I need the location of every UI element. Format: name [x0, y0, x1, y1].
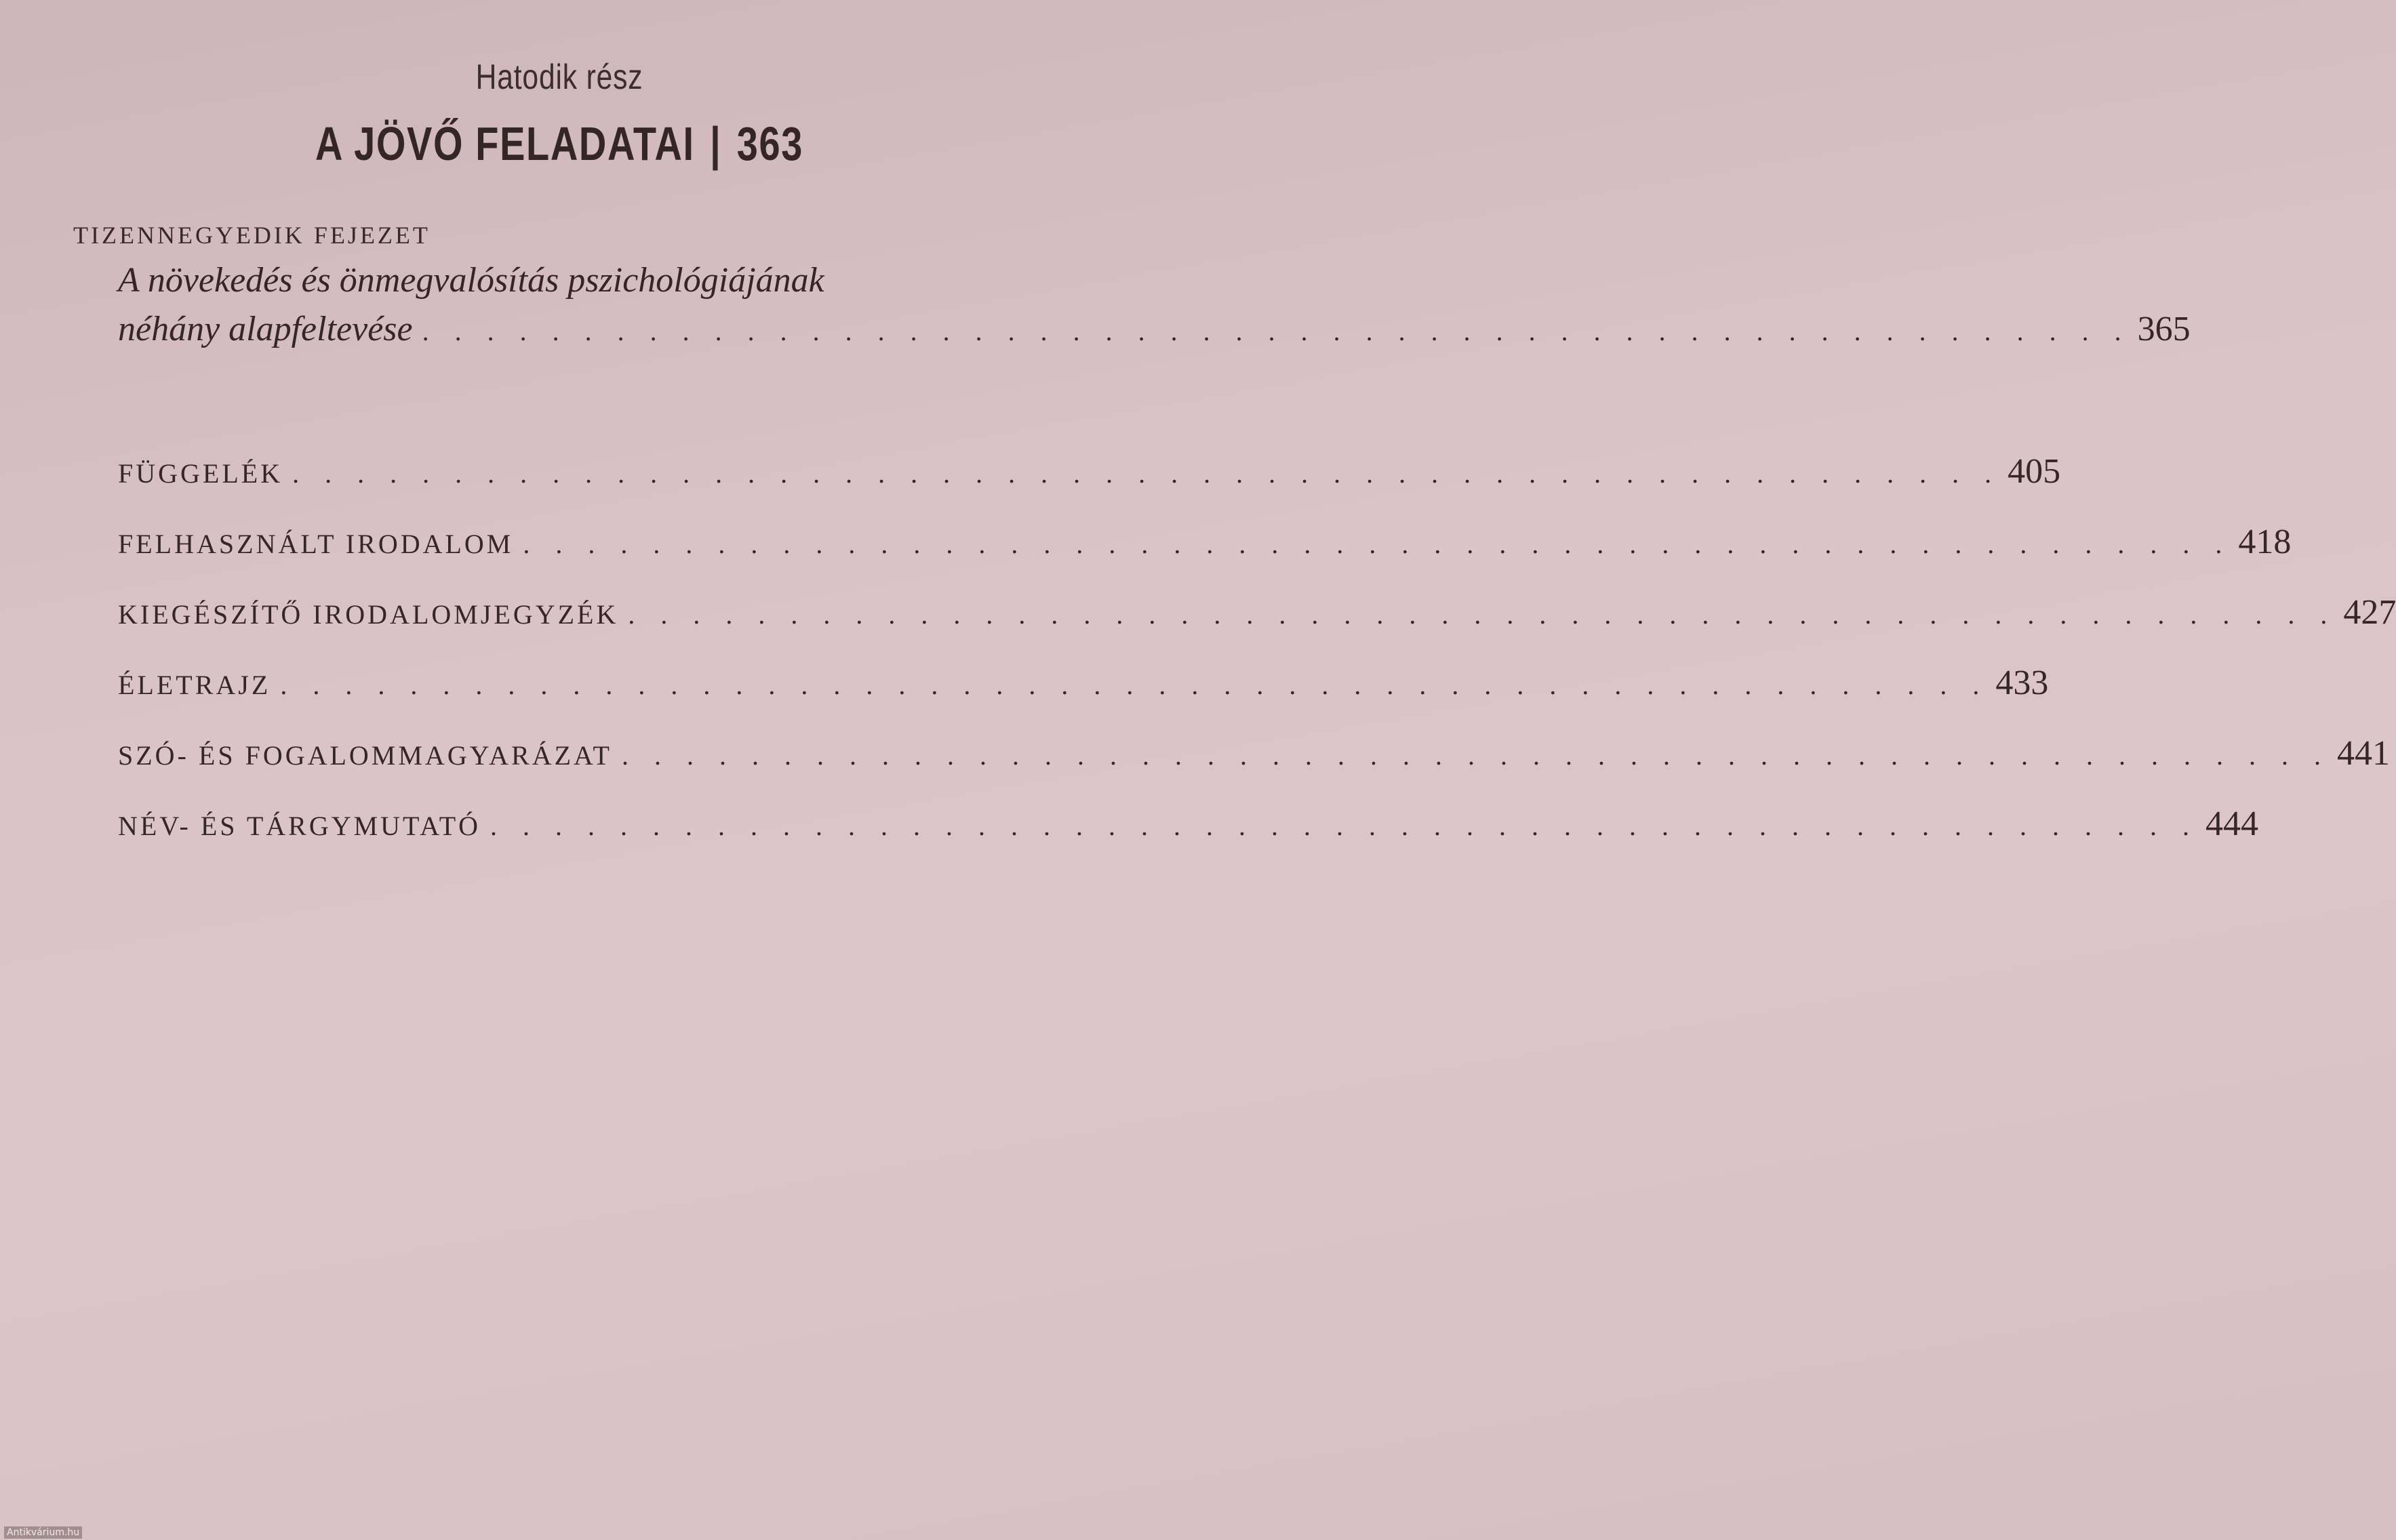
- toc-entry-title: NÉV- ÉS TÁRGYMUTATÓ: [118, 811, 481, 841]
- dot-leader: . . . . . . . . . . . . . . . . . . . . . . . . . . . . . . . . . . . . . . . . . . . . . . . . . . . . .: [621, 740, 2330, 771]
- dot-leader: . . . . . . . . . . . . . . . . . . . . . . . . . . . . . . . . . . . . . . . . . . . . . . . . . . . . .: [280, 670, 1989, 700]
- toc-entry-page: 418: [2238, 523, 2292, 561]
- part-title-text: A JÖVŐ FELADATAI: [315, 117, 695, 170]
- toc-entry-page: 441: [2336, 734, 2390, 773]
- chapter-title-line1: A növekedés és önmegvalósítás pszichológiájának: [118, 261, 824, 300]
- toc-entry-title: FELHASZNÁLT IRODALOM: [118, 529, 514, 559]
- toc-row: [118, 733, 2390, 773]
- chapter-page-number: 365: [2137, 310, 2191, 348]
- part-label: Hatodik rész: [475, 58, 643, 97]
- dot-leader: . . . . . . . . . . . . . . . . . . . . . . . . . . . . . . . . . . . . . . . . . . . . . . . . . . . . .: [422, 316, 2131, 346]
- toc-entry-title: SZÓ- ÉS FOGALOMMAGYARÁZAT: [118, 740, 612, 771]
- chapter-label: TIZENNEGYEDIK FEJEZET: [73, 222, 431, 249]
- dot-leader: . . . . . . . . . . . . . . . . . . . . . . . . . . . . . . . . . . . . . . . . . . . . . . . . . . . . .: [490, 811, 2199, 841]
- toc-entry-title: FÜGGELÉK: [118, 458, 283, 489]
- dot-leader: . . . . . . . . . . . . . . . . . . . . . . . . . . . . . . . . . . . . . . . . . . . . . . . . . . . . .: [292, 458, 2001, 489]
- dot-leader: . . . . . . . . . . . . . . . . . . . . . . . . . . . . . . . . . . . . . . . . . . . . . . . . . . . . .: [523, 529, 2232, 559]
- toc-row: [118, 663, 2049, 703]
- toc-entry-page: 444: [2205, 805, 2259, 843]
- toc-row: [118, 522, 2292, 562]
- chapter-title-line2: néhány alapfeltevése: [118, 310, 413, 348]
- toc-entry-page: 433: [1995, 664, 2049, 702]
- toc-entry-title: ÉLETRAJZ: [118, 670, 271, 700]
- toc-entry-page: 405: [2008, 452, 2061, 491]
- part-title: [112, 117, 1007, 171]
- toc-entry-title: KIEGÉSZÍTŐ IRODALOMJEGYZÉK: [118, 599, 619, 630]
- part-page-number: 363: [736, 117, 803, 170]
- dot-leader: . . . . . . . . . . . . . . . . . . . . . . . . . . . . . . . . . . . . . . . . . . . . . . . . . . . . .: [628, 599, 2337, 630]
- toc-row: [118, 804, 2259, 844]
- part-title-separator: |: [710, 117, 722, 170]
- toc-row: [118, 592, 2396, 632]
- toc-row-chapter: [118, 309, 2191, 349]
- toc-entry-page: 427: [2343, 593, 2396, 632]
- watermark: Antikvárium.hu: [4, 1526, 82, 1539]
- toc-row: [118, 451, 2061, 491]
